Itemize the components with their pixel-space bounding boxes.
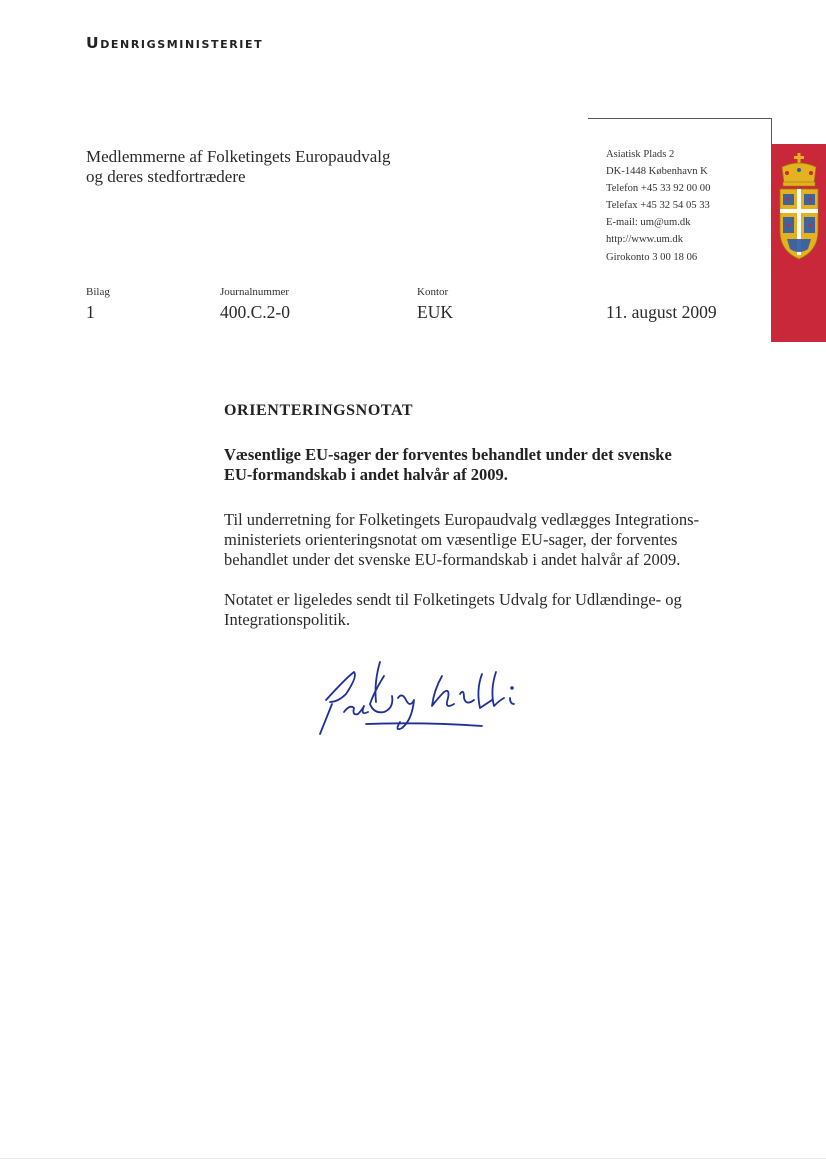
bilag-value: 1 [86, 302, 95, 322]
paragraph-2 [224, 590, 744, 630]
document-date: 11. august 2009 [606, 302, 717, 322]
document-title: ORIENTERINGSNOTAT [224, 402, 414, 419]
page-bottom-edge [0, 1158, 826, 1159]
bilag-label: Bilag [86, 286, 110, 298]
paragraph-1-line-3: behandlet under det svenske EU-formandskab i andet halvår af 2009. [224, 550, 681, 569]
recipient-line-2: og deres stedfortrædere [86, 167, 246, 186]
handwritten-signature [314, 642, 529, 742]
address-block [606, 146, 710, 266]
address-city: DK-1448 København K [606, 166, 708, 178]
header-rule-vertical [771, 118, 772, 144]
address-fax: Telefax +45 32 54 05 33 [606, 200, 710, 212]
journal-value: 400.C.2-0 [220, 302, 290, 322]
kontor-value: EUK [417, 302, 453, 322]
address-email: E-mail: um@um.dk [606, 217, 691, 229]
journal-label: Journalnummer [220, 286, 290, 298]
paragraph-2-line-2: Integrationspolitik. [224, 610, 351, 629]
paragraph-1 [224, 510, 744, 570]
recipient-line-1: Medlemmerne af Folketingets Europaudvalg [86, 147, 391, 166]
address-phone: Telefon +45 33 92 00 00 [606, 183, 711, 195]
ministry-name: Udenrigsministeriet [86, 34, 264, 52]
address-street: Asiatisk Plads 2 [606, 149, 675, 160]
address-web: http://www.um.dk [606, 234, 684, 246]
address-giro: Girokonto 3 00 18 06 [606, 251, 698, 263]
header-rule [588, 118, 772, 119]
paragraph-2-line-1: Notatet er ligeledes sendt til Folketingets Udvalg for Udlændinge- og [224, 590, 682, 609]
subtitle-line-2: EU-formandskab i andet halvår af 2009. [224, 465, 508, 484]
paragraph-1-line-2: ministeriets orienteringsnotat om væsentlige EU-sager, der forventes [224, 530, 678, 549]
coat-of-arms-icon [774, 153, 824, 263]
paragraph-1-line-1: Til underretning for Folketingets Europaudvalg vedlægges Integrations- [224, 510, 700, 529]
document-subtitle [224, 445, 744, 485]
recipient-block [86, 147, 391, 187]
subtitle-line-1: Væsentlige EU-sager der forventes behandlet under det svenske [224, 445, 672, 464]
kontor-label: Kontor [417, 286, 449, 298]
